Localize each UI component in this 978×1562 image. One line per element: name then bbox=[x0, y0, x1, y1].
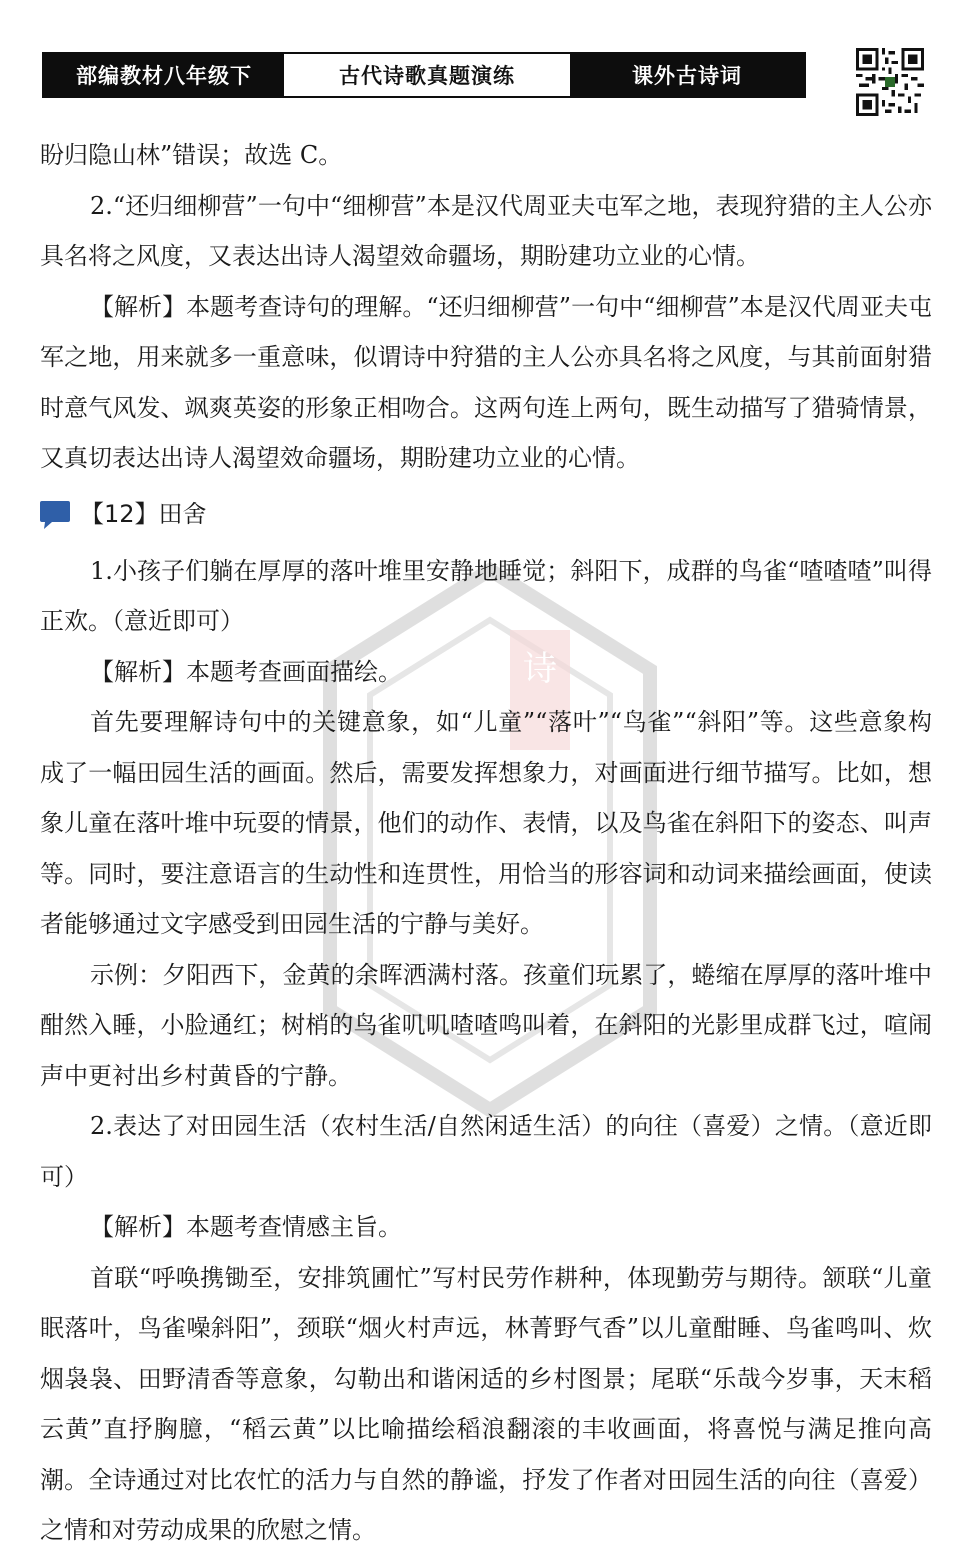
answer-item-2b: 2.表达了对田园生活（农村生活/自然闲适生活）的向往（喜爱）之情。（意近即可） bbox=[40, 1112, 932, 1191]
header-topic: 古代诗歌真题演练 bbox=[284, 54, 570, 96]
analysis-body-2: 首联“呼唤携锄至，安排筑圃忙”写村民劳作耕种，体现勤劳与期待。颔联“儿童眠落叶，鸟雀噪斜阳”，颈联“烟火村声远，林菁野气香”以儿童酣睡、鸟雀鸣叫、炊烟袅袅、田野清香等意象，勾勒出和谐闲适的乡村图景；尾联“乐哉今岁事，天末稻云黄”直抒胸臆，“稻云黄”以比喻描绘稻浪翻滚的丰收画面，将喜悦与满足推向高潮。全诗通过对比农忙的活力与自然的静谧，抒发了作者对田园生活的向往（喜爱）之情和对劳动成果的欣慰之情。 bbox=[40, 1263, 932, 1544]
section-label: 【12】田舍 bbox=[80, 500, 207, 529]
example-paragraph: 示例：夕阳西下，金黄的余晖洒满村落。孩童们玩累了，蜷缩在厚厚的落叶堆中酣然入睡，小脸通红；树梢的鸟雀叽叽喳喳鸣叫着，在斜阳的光影里成群飞过，喧闹声中更衬出乡村黄昏的宁静。 bbox=[40, 960, 932, 1090]
answer-content bbox=[40, 130, 932, 1556]
header-bar bbox=[42, 52, 806, 98]
header-section: 课外古诗词 bbox=[570, 54, 804, 96]
qr-code-icon bbox=[856, 48, 924, 116]
answer-item-1: 1.小孩子们躺在厚厚的落叶堆里安静地睡觉；斜阳下，成群的鸟雀“喳喳喳”叫得正欢。（意近即可） bbox=[40, 556, 932, 635]
analysis-paragraph: 【解析】本题考查诗句的理解。“还归细柳营”一句中“细柳营”本是汉代周亚夫屯军之地，用来就多一重意味，似谓诗中狩猎的主人公亦具名将之风度，与其前面射猎时意气风发、飒爽英姿的形象正相吻合。这两句连上两句，既生动描写了猎骑情景，又真切表达出诗人渴望效命疆场，期盼建功立业的心情。 bbox=[40, 292, 932, 472]
comment-bubble-icon bbox=[38, 500, 72, 530]
header-grade: 部编教材八年级下 bbox=[44, 54, 284, 96]
analysis-label-2: 【解析】本题考查情感主旨。 bbox=[90, 1213, 402, 1241]
answer-item-2: 2.“还归细柳营”一句中“细柳营”本是汉代周亚夫屯军之地，表现狩猎的主人公亦具名将之风度，又表达出诗人渴望效命疆场，期盼建功立业的心情。 bbox=[40, 191, 932, 270]
analysis-label: 【解析】本题考查画面描绘。 bbox=[90, 657, 402, 686]
analysis-body: 首先要理解诗句中的关键意象，如“儿童”“落叶”“鸟雀”“斜阳”等。这些意象构成了一幅田园生活的画面。然后，需要发挥想象力，对画面进行细节描写。比如，想象儿童在落叶堆中玩耍的情景，他们的动作、表情，以及鸟雀在斜阳下的姿态、叫声等。同时，要注意语言的生动性和连贯性，用恰当的形容词和动词来描绘画面，使读者能够通过文字感受到田园生活的宁静与美好。 bbox=[40, 708, 932, 938]
svg-text:诗: 诗 bbox=[523, 649, 557, 689]
paragraph-continuation: 盼归隐山林”错误；故选 C。 bbox=[40, 141, 343, 169]
section-heading bbox=[40, 484, 932, 546]
